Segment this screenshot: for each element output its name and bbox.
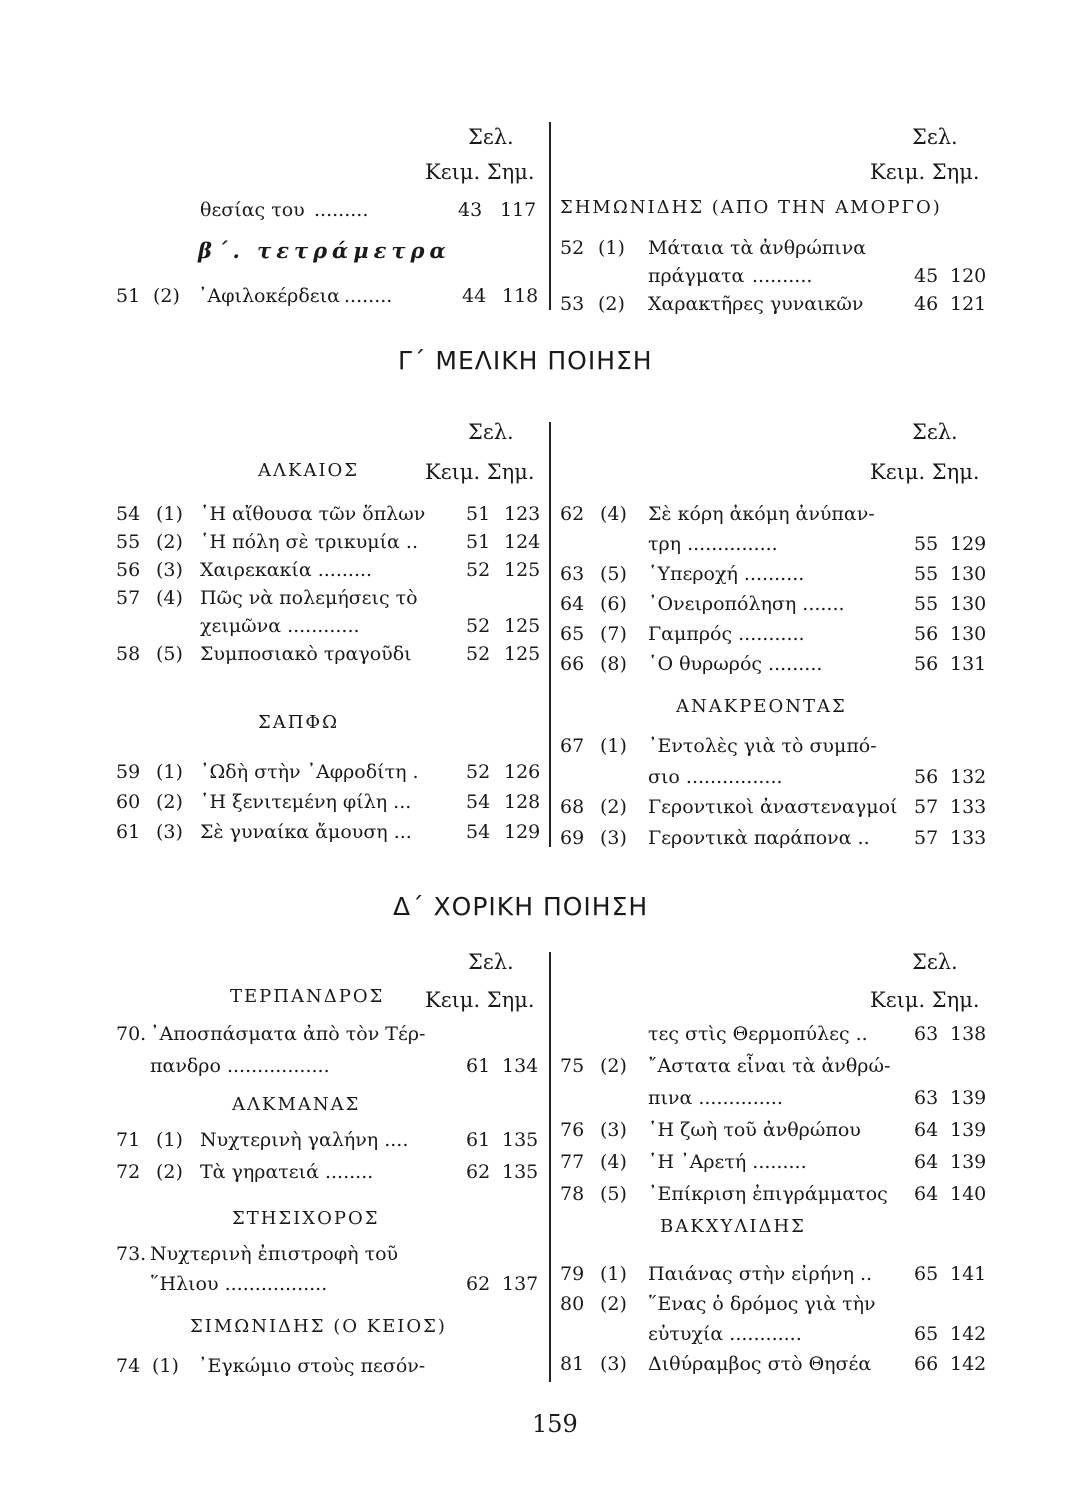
entry-subnumber: (1) bbox=[600, 735, 627, 757]
text-page: 54 bbox=[466, 791, 491, 813]
entry-number: 67 bbox=[560, 735, 585, 757]
entry-subnumber: (3) bbox=[156, 559, 183, 581]
entry-number: 66 bbox=[560, 653, 585, 675]
text-page: 65 bbox=[914, 1323, 939, 1345]
entry-subnumber: (5) bbox=[600, 563, 627, 585]
entry-number: 60 bbox=[116, 791, 141, 813]
author-heading: ΑΛΚΑΙΟΣ bbox=[258, 460, 360, 481]
entry-title: τες στὶς Θερμοπύλες .. bbox=[648, 1023, 868, 1045]
column-divider bbox=[549, 422, 551, 847]
notes-page: 140 bbox=[950, 1183, 987, 1205]
notes-page: 142 bbox=[950, 1323, 987, 1345]
notes-page: 123 bbox=[504, 503, 541, 525]
entry-title: ῞Ενας ὁ δρόμος γιὰ τὴν bbox=[648, 1293, 876, 1315]
notes-page: 131 bbox=[950, 653, 987, 675]
text-page: 54 bbox=[466, 821, 491, 843]
text-page: 52 bbox=[466, 559, 491, 581]
text-page: 57 bbox=[914, 826, 939, 849]
entry-number: 59 bbox=[116, 761, 141, 783]
notes-page: 129 bbox=[950, 533, 987, 555]
text-page: 52 bbox=[466, 615, 491, 637]
page-col-header: Σελ. bbox=[468, 125, 514, 149]
entry-title: Νυχτερινὴ γαλήνη .... bbox=[200, 1129, 409, 1151]
text-notes-header: Κειμ. Σημ. bbox=[870, 988, 980, 1012]
page-col-header: Σελ. bbox=[912, 420, 958, 444]
entry-subnumber: (4) bbox=[600, 503, 627, 525]
notes-page: 125 bbox=[504, 559, 541, 581]
subsection-heading: β΄. τετράμετρα bbox=[198, 238, 451, 263]
notes-page: 124 bbox=[504, 531, 541, 553]
entry-subnumber: (2) bbox=[156, 791, 183, 813]
entry-subnumber: (1) bbox=[600, 1263, 627, 1285]
text-page: 66 bbox=[914, 1353, 939, 1375]
page-col-header: Σελ. bbox=[468, 950, 514, 974]
notes-page: 139 bbox=[950, 1151, 987, 1173]
text-notes-header: Κειμ. Σημ. bbox=[425, 160, 535, 184]
entry-title: ῾Υπεροχή .......... bbox=[648, 563, 805, 585]
author-heading: ΣΗΜΩΝΙΔΗΣ (ΑΠΟ ΤΗΝ ΑΜΟΡΓΟ) bbox=[560, 197, 942, 218]
entry-title: Γεροντικὰ παράπονα .. bbox=[648, 826, 870, 849]
notes-page: 133 bbox=[950, 826, 987, 849]
author-heading: ΣΑΠΦΩ bbox=[258, 712, 340, 733]
entry-subnumber: (8) bbox=[600, 653, 627, 675]
text-page: 63 bbox=[914, 1023, 939, 1045]
entry-title: ῾Η ᾿Αρετή ......... bbox=[648, 1151, 807, 1173]
page-col-header: Σελ. bbox=[912, 125, 958, 149]
text-page: 65 bbox=[914, 1263, 939, 1285]
entry-number: 76 bbox=[560, 1119, 585, 1141]
text-page: 52 bbox=[466, 761, 491, 783]
author-heading: ΤΕΡΠΑΝΔΡΟΣ bbox=[230, 986, 385, 1007]
entry-number: 71 bbox=[116, 1129, 141, 1151]
entry-subnumber: (2) bbox=[156, 531, 183, 553]
entry-title: ᾿Ονειροπόληση ....... bbox=[648, 593, 845, 615]
notes-page: 130 bbox=[950, 563, 987, 585]
text-page: 56 bbox=[914, 623, 939, 645]
entry-subnumber: (6) bbox=[600, 593, 627, 615]
notes-page: 128 bbox=[504, 791, 541, 813]
entry-title: ῎Αστατα εἶναι τὰ ἀνθρώ- bbox=[648, 1055, 891, 1077]
entry-subnumber: (3) bbox=[156, 821, 183, 843]
text-notes-header: Κειμ. Σημ. bbox=[870, 460, 980, 484]
notes-page: 135 bbox=[502, 1129, 539, 1151]
text-page: 64 bbox=[914, 1183, 939, 1205]
entry-title: Γεροντικοὶ ἀναστεναγμοί bbox=[648, 796, 898, 818]
entry-title: Συμποσιακὸ τραγοῦδι bbox=[200, 643, 412, 665]
entry-number: 58 bbox=[116, 643, 141, 665]
entry-title: ῾Η ζωὴ τοῦ ἀνθρώπου bbox=[648, 1119, 861, 1141]
notes-page: 135 bbox=[502, 1161, 539, 1183]
text-page: 57 bbox=[914, 796, 939, 818]
text-page: 64 bbox=[914, 1151, 939, 1173]
entry-number: 64 bbox=[560, 593, 585, 615]
entry-title: ῾Η ξενιτεμένη φίλη ... bbox=[200, 791, 412, 813]
entry-title: ᾿Επίκριση ἐπιγράμματος bbox=[648, 1183, 888, 1205]
entry-title: πινα .............. bbox=[648, 1087, 783, 1109]
notes-page: 130 bbox=[950, 593, 987, 615]
entry-subnumber: (1) bbox=[156, 503, 183, 525]
entry-subnumber: (4) bbox=[156, 587, 183, 609]
entry-subnumber: (2) bbox=[600, 1055, 627, 1077]
text-page: 51 bbox=[466, 503, 491, 525]
entry-title: ᾿Ωδὴ στὴν ᾿Αφροδίτη . bbox=[200, 761, 419, 783]
page-number: 159 bbox=[532, 1410, 578, 1438]
text-page: 64 bbox=[914, 1119, 939, 1141]
notes-page: 139 bbox=[950, 1119, 987, 1141]
entry-number: 77 bbox=[560, 1151, 585, 1173]
entry-title: Τὰ γηρατειά ........ bbox=[200, 1161, 374, 1183]
entry-title: τρη ............... bbox=[648, 533, 778, 555]
text-notes-header: Κειμ. Σημ. bbox=[425, 988, 535, 1012]
entry-title: Διθύραμβος στὸ Θησέα bbox=[648, 1353, 872, 1375]
entry-title: Σὲ κόρη ἀκόμη ἀνύπαν- bbox=[648, 503, 875, 525]
entry-number: 57 bbox=[116, 587, 141, 609]
entry-title: χειμῶνα ............ bbox=[200, 615, 360, 637]
text-page: 52 bbox=[466, 643, 491, 665]
entry-title: Γαμπρός ........... bbox=[648, 623, 805, 645]
notes-page: 138 bbox=[950, 1023, 987, 1045]
entry-subnumber: (3) bbox=[600, 826, 627, 849]
entry-number: 63 bbox=[560, 563, 585, 585]
entry-subnumber: (5) bbox=[600, 1183, 627, 1205]
entry-subnumber: (2) bbox=[600, 796, 627, 818]
entry-title: εὐτυχία ............ bbox=[648, 1323, 802, 1345]
entry-number: 62 bbox=[560, 503, 585, 525]
notes-page: 125 bbox=[504, 643, 541, 665]
text-notes-header: Κειμ. Σημ. bbox=[870, 160, 980, 184]
text-page: 56 bbox=[914, 765, 939, 788]
text-page: 55 bbox=[914, 533, 939, 555]
author-heading: ΒΑΚΧΥΛΙΔΗΣ bbox=[660, 1216, 806, 1237]
entry-number: 79 bbox=[560, 1263, 585, 1285]
notes-page: 141 bbox=[950, 1263, 987, 1285]
entry-title: Παιάνας στὴν εἰρήνη .. bbox=[648, 1263, 873, 1285]
entry-subnumber: (1) bbox=[156, 761, 183, 783]
entry-number: 69 bbox=[560, 826, 585, 849]
text-notes-header: Κειμ. Σημ. bbox=[425, 460, 535, 484]
entry-number: 55 bbox=[116, 531, 141, 553]
entry-title: ῾Η αἴθουσα τῶν ὅπλων bbox=[200, 503, 426, 525]
entry-number: 78 bbox=[560, 1183, 585, 1205]
entry-title: ῾Η πόλη σὲ τρικυμία .. bbox=[200, 531, 419, 553]
page-col-header: Σελ. bbox=[468, 420, 514, 444]
entry-number: 80 bbox=[560, 1293, 585, 1315]
page-col-header: Σελ. bbox=[912, 950, 958, 974]
entry-number: 65 bbox=[560, 623, 585, 645]
entry-subnumber: (2) bbox=[600, 1293, 627, 1315]
notes-page: 125 bbox=[504, 615, 541, 637]
entry-subnumber: (4) bbox=[600, 1151, 627, 1173]
notes-page: 129 bbox=[504, 821, 541, 843]
entry-subnumber: (1) bbox=[156, 1129, 183, 1151]
entry-title: Σὲ γυναίκα ἄμουση ... bbox=[200, 821, 412, 843]
section-title: Γ΄ ΜΕΛΙΚΗ ΠΟΙΗΣΗ bbox=[398, 346, 653, 375]
entry-number: 81 bbox=[560, 1353, 585, 1375]
text-page: 63 bbox=[914, 1087, 939, 1109]
entry-subnumber: (2) bbox=[156, 1161, 183, 1183]
text-page: 61 bbox=[466, 1129, 491, 1151]
text-page: 55 bbox=[914, 563, 939, 585]
author-heading: ΑΛΚΜΑΝΑΣ bbox=[232, 1094, 361, 1115]
author-heading: ΑΝΑΚΡΕΟΝΤΑΣ bbox=[676, 696, 847, 717]
notes-page: 130 bbox=[950, 623, 987, 645]
entry-title: ᾿Εντολὲς γιὰ τὸ συμπό- bbox=[648, 735, 877, 757]
entry-number: 75 bbox=[560, 1055, 585, 1077]
entry-subnumber: (3) bbox=[600, 1119, 627, 1141]
notes-page: 126 bbox=[504, 761, 541, 783]
column-divider bbox=[549, 122, 551, 310]
entry-title: Χαιρεκακία ......... bbox=[200, 559, 373, 581]
entry-number: 54 bbox=[116, 503, 141, 525]
entry-number: 68 bbox=[560, 796, 585, 818]
text-page: 62 bbox=[466, 1161, 491, 1183]
entry-subnumber: (7) bbox=[600, 623, 627, 645]
text-page: 55 bbox=[914, 593, 939, 615]
notes-page: 142 bbox=[950, 1353, 987, 1375]
entry-title: Πῶς νὰ πολεμήσεις τὸ bbox=[200, 587, 418, 609]
text-page: 51 bbox=[466, 531, 491, 553]
notes-page: 133 bbox=[950, 796, 987, 818]
author-heading: ΣΤΗΣΙΧΟΡΟΣ bbox=[232, 1208, 380, 1229]
notes-page: 139 bbox=[950, 1087, 987, 1109]
entry-number: 72 bbox=[116, 1161, 141, 1183]
entry-number: 56 bbox=[116, 559, 141, 581]
entry-title: σιο ................ bbox=[648, 765, 783, 788]
entry-title: ῾Ο θυρωρός ......... bbox=[648, 653, 823, 675]
entry-subnumber: (3) bbox=[600, 1353, 627, 1375]
column-divider bbox=[549, 952, 551, 1382]
entry-subnumber: (5) bbox=[156, 643, 183, 665]
text-page: 56 bbox=[914, 653, 939, 675]
author-heading: ΣΙΜΩΝΙΔΗΣ (Ο ΚΕΙΟΣ) bbox=[190, 1316, 447, 1337]
notes-page: 132 bbox=[950, 765, 987, 788]
entry-number: 61 bbox=[116, 821, 141, 843]
section-title: Δ΄ ΧΟΡΙΚΗ ΠΟΙΗΣΗ bbox=[393, 892, 649, 921]
